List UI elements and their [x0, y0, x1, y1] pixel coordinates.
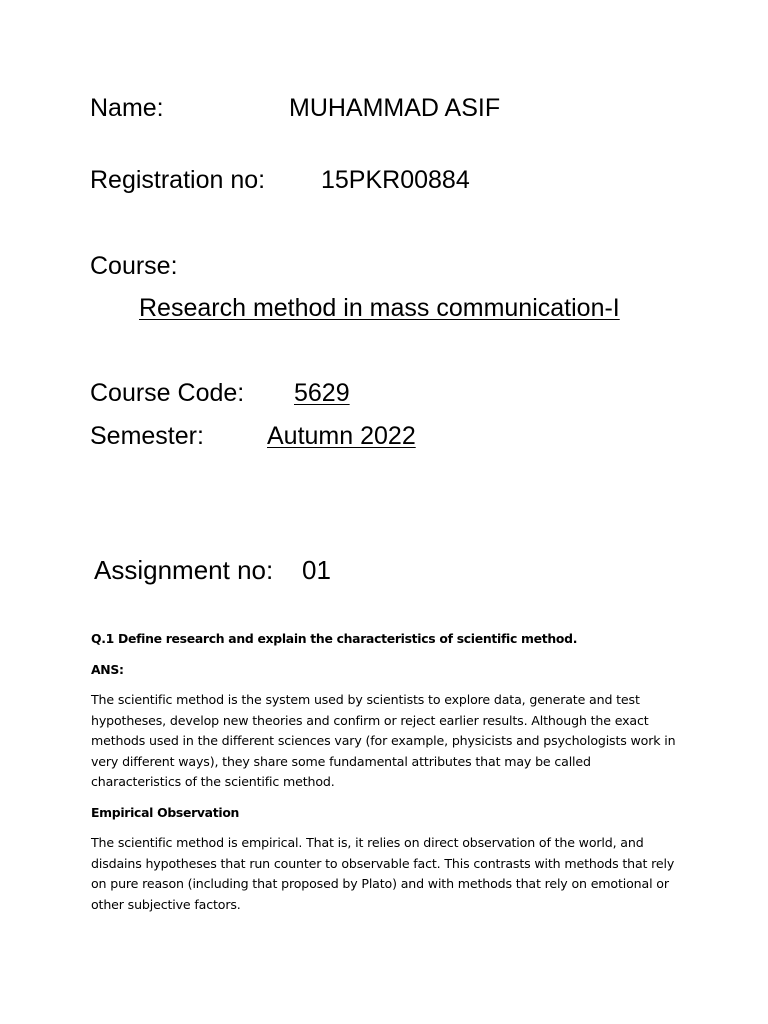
semester-label: Semester: [90, 422, 204, 450]
registration-label: Registration no: [90, 166, 266, 194]
paragraph-intro: The scientific method is the system used by scientists to explore data, generate and test hypotheses, develop new theories and confirm or reject earlier results. Although the exact methods used in the different sciences vary (for example, physicists and psychologists work in very different ways), they share some fundamental attributes that may be called characteristics of the scientific method. [91, 692, 676, 789]
course-label: Course: [90, 252, 178, 280]
answer-label: ANS: [91, 662, 124, 677]
paragraph-empirical: The scientific method is empirical. That is, it relies on direct observation of the world, and disdains hypotheses that run counter to observable fact. This contrasts with methods that rely on pure reason (including that proposed by Plato) and with methods that rely on emotional or other subjective factors. [91, 835, 675, 912]
section-heading: Empirical Observation [91, 805, 240, 820]
course-code-label: Course Code: [90, 379, 245, 407]
course-title: Research method in mass communication-I [139, 294, 620, 322]
assignment-value: 01 [302, 555, 331, 585]
assignment-label: Assignment no: [94, 555, 274, 585]
name-label: Name: [90, 94, 164, 122]
name-value: MUHAMMAD ASIF [289, 94, 501, 122]
course-code-value: 5629 [294, 379, 350, 407]
question-heading: Q.1 Define research and explain the characteristics of scientific method. [91, 631, 578, 646]
registration-value: 15PKR00884 [321, 166, 470, 194]
semester-value: Autumn 2022 [267, 422, 416, 450]
